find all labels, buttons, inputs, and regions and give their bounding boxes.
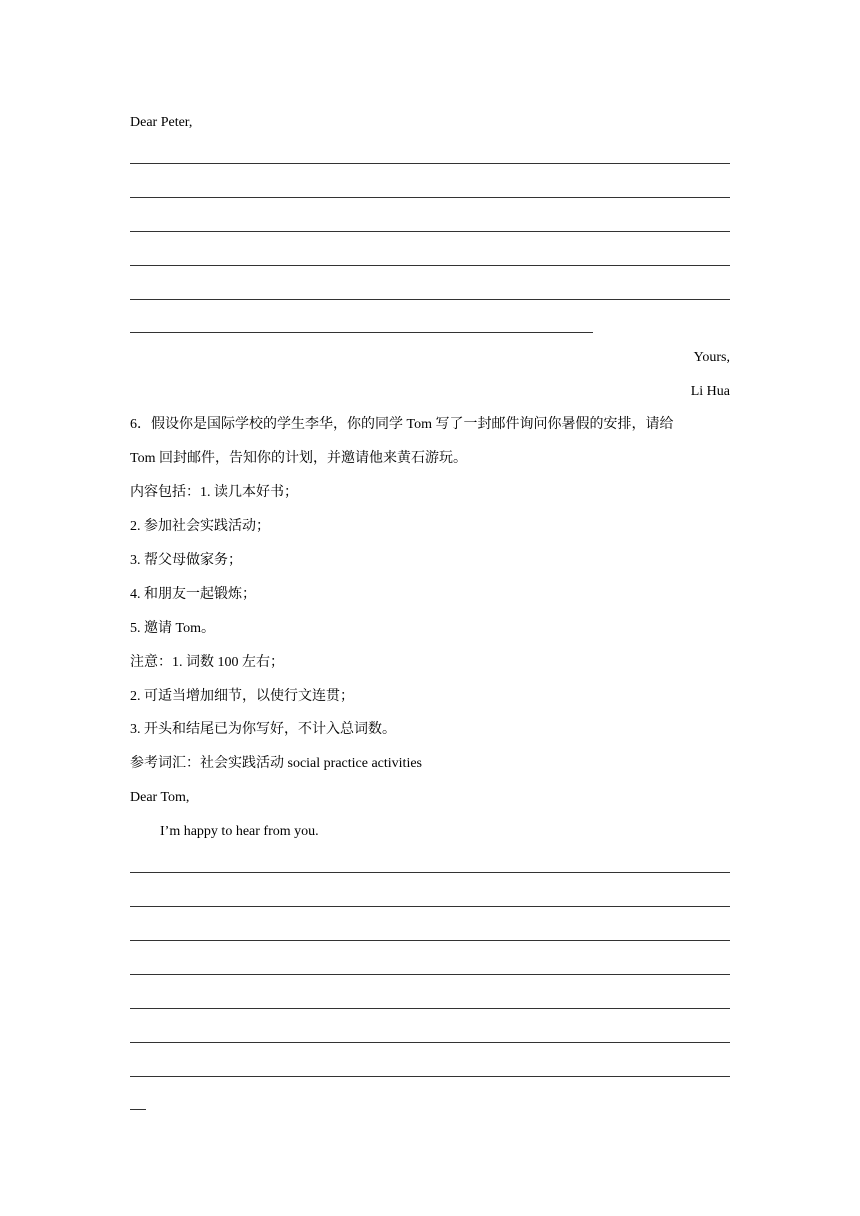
letter1-signature: Li Hua [690, 384, 730, 399]
content-item: 4. 和朋友一起锻炼； [130, 587, 256, 602]
writing-line [130, 1109, 146, 1110]
writing-line [130, 872, 730, 873]
writing-line [130, 906, 730, 907]
writing-line [130, 1076, 730, 1077]
writing-line [130, 1042, 730, 1043]
letter1-closing: Yours, [693, 350, 730, 365]
writing-line [130, 974, 730, 975]
content-item: 2. 参加社会实践活动； [130, 519, 270, 534]
writing-line [130, 197, 730, 198]
writing-line [130, 1008, 730, 1009]
vocab-reference: 参考词汇：社会实践活动 social practice activities [130, 756, 422, 771]
content-item: 3. 帮父母做家务； [130, 553, 242, 568]
task6-prompt-line1: 6．假设你是国际学校的学生李华，你的同学 Tom 写了一封邮件询问你暑假的安排，请给 [130, 417, 674, 432]
writing-line [130, 163, 730, 164]
note-item: 2. 可适当增加细节，以使行文连贯； [130, 689, 354, 704]
writing-line [130, 332, 593, 333]
note-item: 注意：1. 词数 100 左右； [130, 655, 284, 670]
task6-prompt-line2: Tom 回封邮件，告知你的计划，并邀请他来黄石游玩。 [130, 451, 467, 466]
writing-line [130, 299, 730, 300]
note-item: 3. 开头和结尾已为你写好，不计入总词数。 [130, 722, 396, 737]
letter2-opening: I’m happy to hear from you. [160, 824, 319, 839]
content-item: 内容包括：1. 读几本好书； [130, 485, 298, 500]
content-item: 5. 邀请 Tom。 [130, 621, 215, 636]
letter1-greeting: Dear Peter, [130, 115, 193, 130]
writing-line [130, 940, 730, 941]
writing-line [130, 231, 730, 232]
letter2-greeting: Dear Tom, [130, 790, 190, 805]
writing-line [130, 265, 730, 266]
